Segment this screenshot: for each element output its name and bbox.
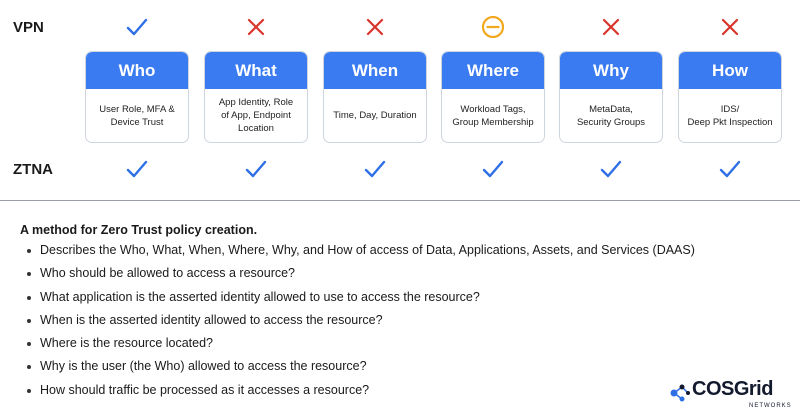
card-title: What [205,52,307,89]
logo-subtitle: NETWORKS [749,403,792,409]
vpn-check-icon [125,15,149,39]
policy-card [559,51,663,143]
vpn-cross-icon [244,15,268,39]
card-description: App Identity, Role of App, Endpoint Location [218,97,294,134]
vpn-cross-icon [363,15,387,39]
card-description: User Role, MFA & Device Trust [99,103,175,128]
vpn-cross-icon [599,15,623,39]
card-title: Why [560,52,662,89]
list-item: Why is the user (the Who) allowed to access the resource? [26,355,695,378]
section-heading: A method for Zero Trust policy creation. [20,223,258,237]
card-title: Where [442,52,544,89]
list-item: When is the asserted identity allowed to access the resource? [26,309,695,332]
ztna-check-icon [363,157,387,181]
card-title: How [679,52,781,89]
vpn-partial-minus-icon [481,15,505,39]
list-item: Who should be allowed to access a resource? [26,262,695,285]
card-title: Who [86,52,188,89]
vpn-row-label: VPN [13,19,44,36]
cosgrid-logo [668,378,792,413]
list-item: How should traffic be processed as it accesses a resource? [26,379,695,402]
list-item: Describes the Who, What, When, Where, Why, and How of access of Data, Applications, Assets, and Services (DAAS) [26,239,695,262]
policy-card [323,51,427,143]
vpn-cross-icon [718,15,742,39]
card-description: MetaData, Security Groups [576,103,646,128]
card-description: IDS/ Deep Pkt Inspection [687,103,773,128]
policy-card [85,51,189,143]
ztna-check-icon [481,157,505,181]
policy-card [441,51,545,143]
ztna-check-icon [244,157,268,181]
card-description: Time, Day, Duration [333,110,417,121]
ztna-check-icon [718,157,742,181]
card-title: When [324,52,426,89]
ztna-check-icon [599,157,623,181]
card-description: Workload Tags, Group Membership [452,103,534,128]
list-item: What application is the asserted identity allowed to use to access the resource? [26,286,695,309]
policy-card [678,51,782,143]
list-item: Where is the resource located? [26,332,695,355]
ztna-check-icon [125,157,149,181]
description-section [0,201,800,420]
logo-name: COSGrid [692,378,773,400]
ztna-row-label: ZTNA [13,161,53,178]
network-nodes-icon [668,381,692,405]
policy-card [204,51,308,143]
bullet-list [26,239,695,402]
